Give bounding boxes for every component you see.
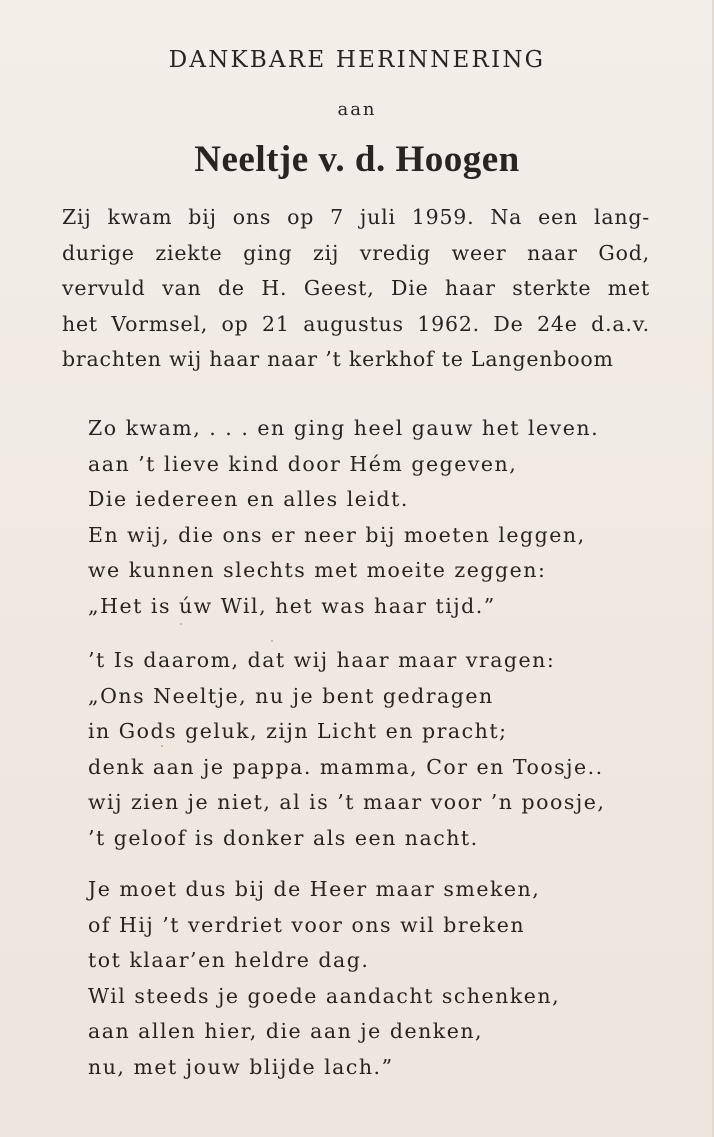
intro-line: durige ziekte ging zij vredig weer naar God,: [62, 240, 650, 265]
poem-line: of Hij ’t verdriet voor ons wil breken: [88, 912, 526, 937]
poem-line: „Het is úw Wil, het was haar tijd.”: [88, 593, 496, 618]
card-heading: DANKBARE HERINNERING: [168, 47, 546, 73]
poem-line: Je moet dus bij de Heer maar smeken,: [88, 877, 541, 901]
poem-line: Zo kwam, . . . en ging heel gauw het leven.: [88, 416, 600, 440]
paper-speck: [161, 745, 163, 747]
poem-line: En wij, die ons er neer bij moeten leggen,: [88, 522, 586, 547]
intro-paragraph: [62, 200, 650, 378]
poem-line: ’t Is daarom, dat wij haar maar vragen:: [88, 648, 556, 672]
intro-line: het Vormsel, op 21 augustus 1962. De 24e d.a.v.: [62, 311, 650, 336]
poem-line: ’t geloof is donker als een nacht.: [88, 825, 479, 850]
poem-stanza: [88, 643, 648, 856]
intro-line: brachten wij haar naar ’t kerkhof te Langenboom: [62, 347, 614, 371]
poem-line: aan ’t lieve kind door Hém gegeven,: [88, 451, 518, 476]
poem-line: tot klaar’en heldre dag.: [88, 948, 370, 972]
dedication-word: aan: [337, 99, 377, 120]
poem-line: in Gods geluk, zijn Licht en pracht;: [88, 719, 508, 743]
poem-line: aan allen hier, die aan je denken,: [88, 1019, 484, 1043]
deceased-name: Neeltje v. d. Hoogen: [194, 139, 520, 180]
poem-line: „Ons Neeltje, nu je bent gedragen: [88, 683, 494, 708]
poem-line: wij zien je niet, al is ’t maar voor ’n poosje,: [88, 790, 606, 814]
poem-stanza: [88, 872, 648, 1085]
poem-line: Wil steeds je goede aandacht schenken,: [88, 983, 561, 1008]
poem-stanza: [88, 411, 648, 624]
poem-line: we kunnen slechts met moeite zeggen:: [88, 558, 547, 582]
intro-line: Zij kwam bij ons op 7 juli 1959. Na een lang-: [62, 205, 650, 229]
paper-speck: [271, 640, 273, 642]
paper-speck: [180, 623, 182, 625]
poem-line: Die iedereen en alles leidt.: [88, 487, 409, 511]
poem-line: denk aan je pappa. mamma, Cor en Toosje..: [88, 754, 604, 779]
intro-line: vervuld van de H. Geest, Die haar sterkte met: [62, 276, 650, 300]
poem-line: nu, met jouw blijde lach.”: [88, 1054, 394, 1079]
